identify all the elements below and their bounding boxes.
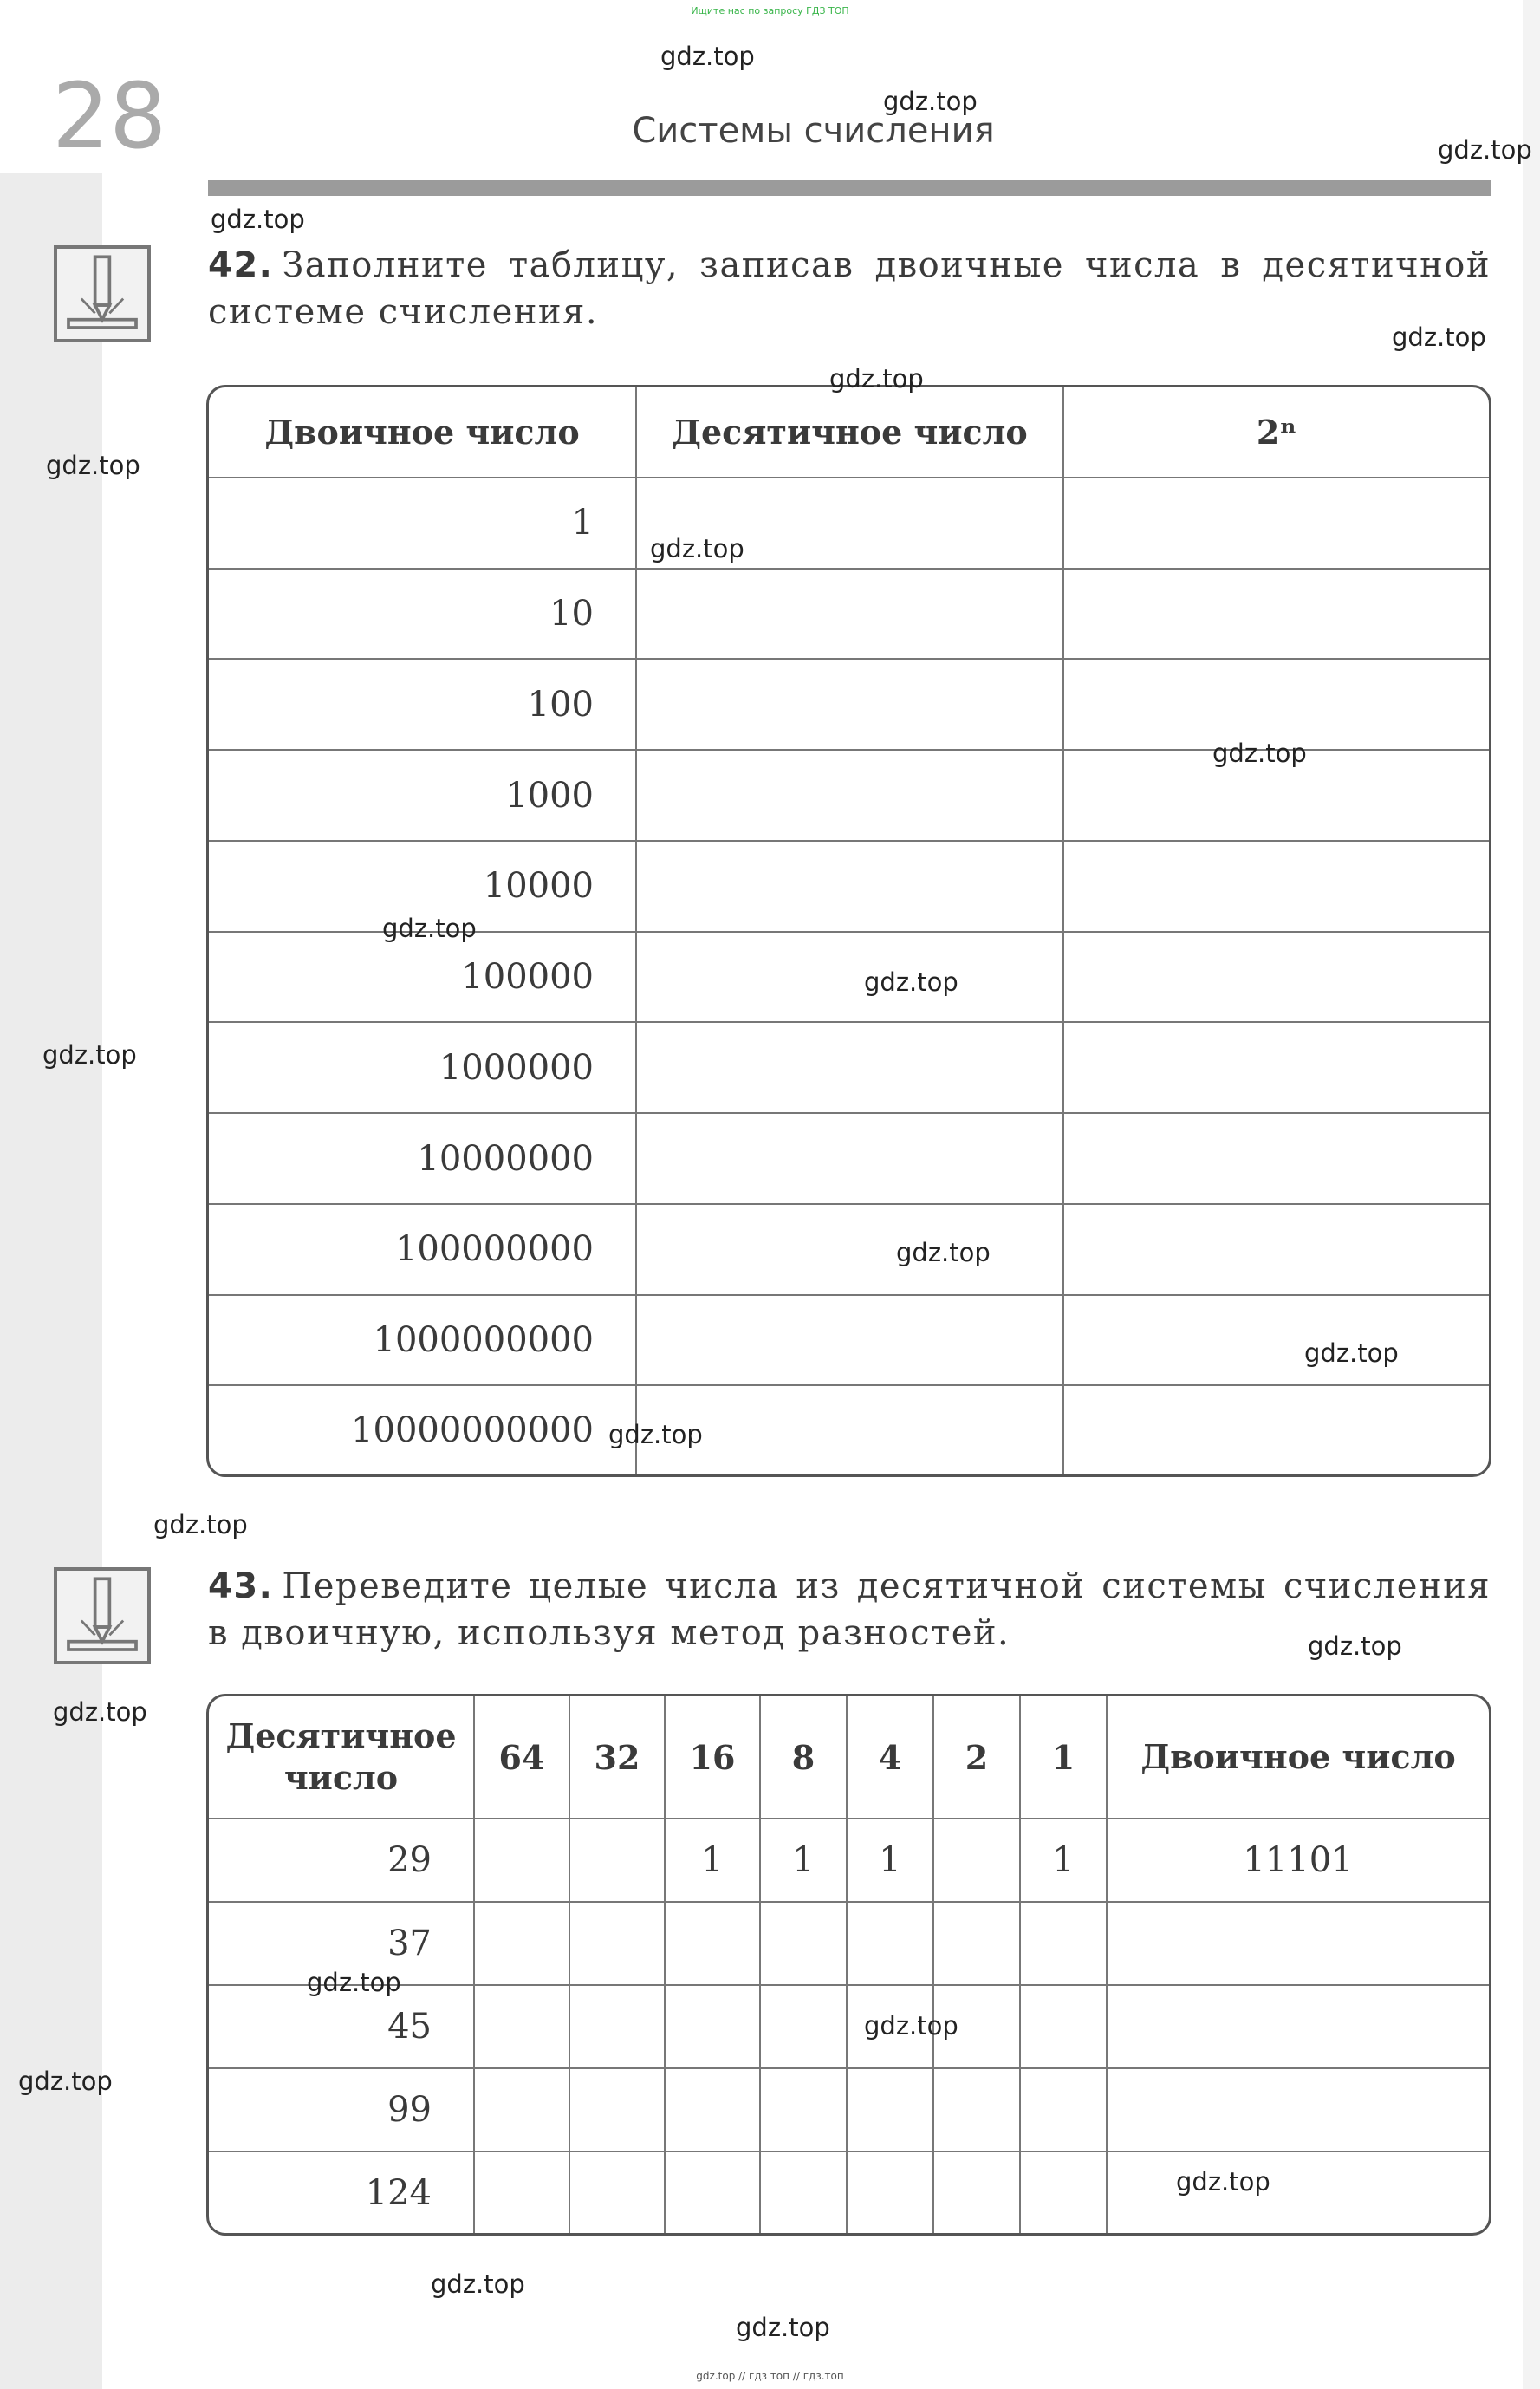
- binary-result[interactable]: 11101: [1107, 1819, 1489, 1902]
- watermark: gdz.top: [736, 2313, 830, 2342]
- page-margin-shade: [0, 173, 102, 2389]
- header-power-1: 1: [1020, 1696, 1107, 1819]
- watermark: gdz.top: [1304, 1338, 1399, 1368]
- bit-cell[interactable]: 1: [847, 1819, 933, 1902]
- binary-value: 10: [209, 569, 636, 660]
- watermark: gdz.top: [211, 205, 305, 234]
- header-power-16: 16: [665, 1696, 760, 1819]
- decimal-value: 37: [209, 1902, 474, 1985]
- power-answer-cell[interactable]: [1063, 841, 1489, 932]
- watermark: gdz.top: [431, 2269, 525, 2299]
- watermark: gdz.top: [829, 364, 924, 394]
- bit-cell[interactable]: [1020, 1985, 1107, 2068]
- bit-cell[interactable]: [760, 1985, 847, 2068]
- bit-cell[interactable]: [665, 1985, 760, 2068]
- bit-cell[interactable]: [569, 1902, 665, 1985]
- bit-cell[interactable]: 1: [1020, 1819, 1107, 1902]
- bit-cell[interactable]: [665, 1902, 760, 1985]
- watermark: gdz.top: [1438, 135, 1532, 165]
- bit-cell[interactable]: [569, 1819, 665, 1902]
- power-answer-cell[interactable]: [1063, 478, 1489, 569]
- header-power-8: 8: [760, 1696, 847, 1819]
- bit-cell[interactable]: [569, 2151, 665, 2233]
- header-power-64: 64: [474, 1696, 569, 1819]
- header-binary: Двоичное число: [1107, 1696, 1489, 1819]
- task-43-instruction: Переведите целые числа из десятичной системы счисления в двоичную, используя метод разностей.: [208, 1566, 1491, 1653]
- power-answer-cell[interactable]: [1063, 569, 1489, 660]
- binary-result[interactable]: [1107, 2151, 1489, 2233]
- page-edge-shade: [1523, 0, 1540, 2389]
- decimal-answer-cell[interactable]: [636, 932, 1063, 1023]
- bit-cell[interactable]: [933, 1902, 1020, 1985]
- bit-cell[interactable]: [665, 2068, 760, 2151]
- task-42-text: [208, 242, 1491, 335]
- header-power: 2ⁿ: [1063, 387, 1489, 478]
- decimal-value: 99: [209, 2068, 474, 2151]
- watermark: gdz.top: [650, 534, 744, 563]
- binary-value: 1: [209, 478, 636, 569]
- bit-cell[interactable]: [474, 1985, 569, 2068]
- decimal-answer-cell[interactable]: [636, 659, 1063, 750]
- watermark: gdz.top: [307, 1968, 401, 1997]
- watermark: gdz.top: [1392, 322, 1486, 352]
- bit-cell[interactable]: 1: [760, 1819, 847, 1902]
- power-answer-cell[interactable]: [1063, 1022, 1489, 1113]
- bit-cell[interactable]: [1020, 2068, 1107, 2151]
- bit-cell[interactable]: [847, 1902, 933, 1985]
- binary-value: 1000000000: [209, 1295, 636, 1386]
- task-42-number: 42.: [208, 245, 274, 285]
- watermark: gdz.top: [896, 1238, 991, 1267]
- header-rule: [208, 180, 1491, 196]
- header-binary: Двоичное число: [209, 387, 636, 478]
- bit-cell[interactable]: [474, 2151, 569, 2233]
- watermark: gdz.top: [1212, 739, 1307, 768]
- decimal-answer-cell[interactable]: [636, 1295, 1063, 1386]
- binary-value: 100000: [209, 932, 636, 1023]
- watermark: gdz.top: [660, 42, 755, 71]
- bit-cell[interactable]: [1020, 1902, 1107, 1985]
- bit-cell[interactable]: [474, 2068, 569, 2151]
- power-answer-cell[interactable]: [1063, 1385, 1489, 1474]
- bottom-banner: gdz.top // гдз топ // гдз.топ: [696, 2370, 844, 2382]
- power-answer-cell[interactable]: [1063, 1204, 1489, 1295]
- difference-method-table: [206, 1694, 1491, 2236]
- bit-cell[interactable]: 1: [665, 1819, 760, 1902]
- bit-cell[interactable]: [474, 1902, 569, 1985]
- watermark: gdz.top: [864, 2011, 958, 2041]
- binary-value: 100000000: [209, 1204, 636, 1295]
- watermark: gdz.top: [1308, 1631, 1402, 1661]
- binary-result[interactable]: [1107, 2068, 1489, 2151]
- bit-cell[interactable]: [569, 1985, 665, 2068]
- header-power-32: 32: [569, 1696, 665, 1819]
- binary-value: 10000: [209, 841, 636, 932]
- power-answer-cell[interactable]: [1063, 1295, 1489, 1386]
- bit-cell[interactable]: [760, 2151, 847, 2233]
- watermark: gdz.top: [864, 967, 958, 997]
- header-decimal: Десятичное число: [636, 387, 1063, 478]
- bit-cell[interactable]: [847, 2151, 933, 2233]
- decimal-answer-cell[interactable]: [636, 1113, 1063, 1204]
- watermark: gdz.top: [382, 914, 477, 943]
- watermark: gdz.top: [18, 2067, 113, 2096]
- bit-cell[interactable]: [933, 2068, 1020, 2151]
- decimal-answer-cell[interactable]: [636, 1204, 1063, 1295]
- pencil-task-icon: [54, 1567, 151, 1664]
- header-decimal: Десятичное число: [209, 1696, 474, 1819]
- bit-cell[interactable]: [569, 2068, 665, 2151]
- binary-result[interactable]: [1107, 1985, 1489, 2068]
- watermark: gdz.top: [608, 1420, 703, 1449]
- bit-cell[interactable]: [1020, 2151, 1107, 2233]
- decimal-answer-cell[interactable]: [636, 569, 1063, 660]
- header-power-4: 4: [847, 1696, 933, 1819]
- power-answer-cell[interactable]: [1063, 1113, 1489, 1204]
- bit-cell[interactable]: [760, 1902, 847, 1985]
- binary-value: 10000000000: [209, 1385, 636, 1474]
- watermark: gdz.top: [42, 1040, 137, 1070]
- binary-value: 1000000: [209, 1022, 636, 1113]
- decimal-value: 124: [209, 2151, 474, 2233]
- task-43-text: [208, 1563, 1491, 1657]
- power-answer-cell[interactable]: [1063, 932, 1489, 1023]
- header-power-2: 2: [933, 1696, 1020, 1819]
- binary-value: 10000000: [209, 1113, 636, 1204]
- decimal-answer-cell[interactable]: [636, 750, 1063, 841]
- binary-value: 1000: [209, 750, 636, 841]
- bit-cell[interactable]: [760, 2068, 847, 2151]
- bit-cell[interactable]: [474, 1819, 569, 1902]
- watermark: gdz.top: [1176, 2167, 1270, 2197]
- decimal-answer-cell[interactable]: [636, 1022, 1063, 1113]
- watermark: gdz.top: [883, 87, 978, 116]
- pencil-task-icon: [54, 245, 151, 342]
- decimal-value: 29: [209, 1819, 474, 1902]
- power-answer-cell[interactable]: [1063, 659, 1489, 750]
- watermark: gdz.top: [46, 451, 140, 480]
- bit-cell[interactable]: [933, 1819, 1020, 1902]
- task-43-number: 43.: [208, 1566, 274, 1606]
- bit-cell[interactable]: [847, 2068, 933, 2151]
- top-banner: Ищите нас по запросу ГДЗ ТОП: [691, 5, 849, 16]
- task-42-instruction: Заполните таблицу, записав двоичные числа в десятичной системе счисления.: [208, 245, 1491, 332]
- decimal-value: 45: [209, 1985, 474, 2068]
- bit-cell[interactable]: [665, 2151, 760, 2233]
- binary-value: 100: [209, 659, 636, 750]
- chapter-title: Системы счисления: [632, 111, 995, 151]
- bit-cell[interactable]: [933, 2151, 1020, 2233]
- page-number: 28: [52, 63, 167, 169]
- decimal-answer-cell[interactable]: [636, 841, 1063, 932]
- watermark: gdz.top: [153, 1510, 248, 1540]
- binary-result[interactable]: [1107, 1902, 1489, 1985]
- watermark: gdz.top: [53, 1697, 147, 1727]
